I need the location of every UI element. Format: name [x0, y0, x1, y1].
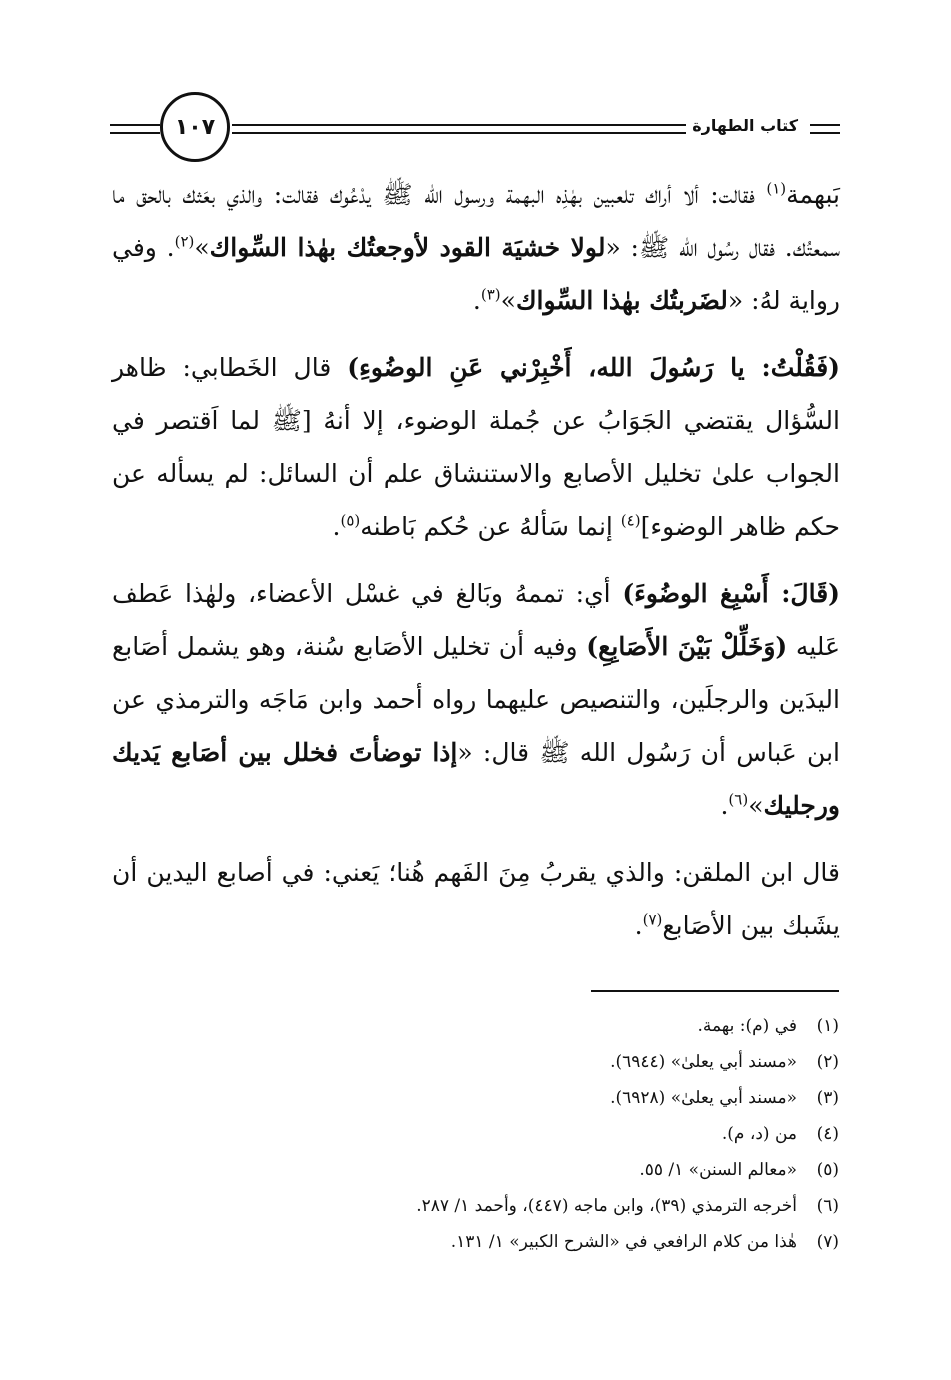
footnote-text: أخرجه الترمذي (٣٩)، وابن ماجه (٤٤٧)، وأحمد ١/ ٢٨٧. — [416, 1196, 797, 1216]
footnote-separator — [591, 990, 839, 992]
paragraph-text: وفيه أن تخليل الأصَابع سُنة، وهو يشمل أصَابع اليدَين والرجلَين، والتنصيص عليهما رواه أحمد وابن مَاجَه والترمذي عن ابن عَباس أن رَسُول الله ﷺ قال: « — [112, 632, 840, 767]
paragraph — [112, 567, 840, 832]
footnote-item — [119, 1044, 839, 1080]
paragraph-text: . — [720, 791, 729, 820]
footnote-ref: (٣) — [480, 285, 501, 304]
footnote-item — [119, 1188, 839, 1224]
quoted-text: إذا توضأتَ فخلل بين أصَابع يَديك ورجليك — [112, 738, 840, 820]
paragraph-text: أي: تممهُ وبَالغ في غسْل الأعضاء، ولهٰذا عَطف عَليه — [112, 579, 840, 661]
page-number-text: ١٠٧ — [174, 114, 216, 140]
footnote-text: من (د، م). — [721, 1124, 797, 1144]
paragraph-text: » — [194, 233, 210, 262]
page-header — [110, 92, 840, 172]
footnote-item — [119, 1080, 839, 1116]
footnote-item — [119, 1008, 839, 1044]
paragraph-text: . — [472, 286, 481, 315]
paragraph-text: » — [748, 791, 764, 820]
paragraph-text: قال ابن الملقن: والذي يقربُ مِنَ الفَهم هُنا؛ يَعني: في أصابع اليدين أن يشَبك بين الأصَابع — [112, 858, 840, 940]
footnote-item — [119, 1224, 839, 1260]
quoted-text: (قَالَ: أَسْبِغ الوضُوءَ) — [622, 579, 840, 608]
footnote-number: (٥) — [816, 1160, 839, 1180]
footnote-ref: (٦) — [728, 790, 749, 809]
paragraph — [112, 168, 840, 327]
paragraph-text: » — [500, 286, 516, 315]
main-text — [112, 168, 840, 966]
footnote-number: (١) — [816, 1016, 839, 1036]
quoted-text: لولا خشيَة القود لأوجعتُك بهٰذا السِّواك — [209, 233, 606, 262]
quoted-text: (وَخَلِّلْ بَيْنَ الأَصَابِعِ) — [586, 632, 788, 661]
quoted-text: لضَربتُك بهٰذا السِّواك — [515, 286, 728, 315]
footnote-number: (٧) — [816, 1232, 839, 1252]
header-rule-right — [810, 124, 840, 134]
paragraph-text: بَبهمة — [786, 180, 840, 209]
footnote-number: (٣) — [816, 1088, 839, 1108]
running-title: كتاب الطهارة — [686, 116, 804, 135]
footnote-ref: (٥) — [340, 511, 361, 530]
quoted-text: (فَقُلْتُ: يا رَسُولَ الله، أَخْبِرْني عَنِ الوضُوءِ) — [347, 353, 840, 382]
footnotes-list — [119, 1008, 839, 1260]
footnote-number: (٤) — [816, 1124, 839, 1144]
footnote-text: في (م): بهمة. — [697, 1016, 797, 1036]
paragraph-text: . — [634, 911, 643, 940]
footnote-item — [119, 1152, 839, 1188]
footnote-ref: (٤) — [620, 511, 641, 530]
footnote-number: (٦) — [816, 1196, 839, 1216]
footnote-text: «معالم السنن» ١/ ٥٥. — [639, 1160, 797, 1180]
footnote-ref: (٢) — [174, 232, 195, 251]
footnote-text: «مسند أبي يعلىٰ» (٦٩٤٤). — [610, 1052, 797, 1072]
header-rule-middle — [232, 124, 742, 134]
paragraph-text: . — [332, 512, 341, 541]
paragraph-text: . وفي رواية لهُ: « — [112, 233, 840, 315]
paragraph-text: إنما سَألهُ عن حُكم بَاطنه — [360, 512, 621, 541]
footnote-text: «مسند أبي يعلىٰ» (٦٩٢٨). — [610, 1088, 797, 1108]
footnote-number: (٢) — [816, 1052, 839, 1072]
footnote-ref: (٧) — [642, 910, 663, 929]
paragraph-text: قال الخَطابي: ظاهر السُّؤال يقتضي الجَوَابُ عن جُملة الوضوء، إلا أنهُ [ﷺ لما اَقتصر في الجواب علىٰ تخليل الأصابع والاستنشاق علم أن السائل: لم يسأله عن حكم ظاهر الوضوء] — [112, 353, 840, 541]
footnote-text: هٰذا من كلام الرافعي في «الشرح الكبير» ١/ ١٣١. — [450, 1232, 797, 1252]
page-number — [160, 92, 230, 162]
paragraph — [112, 846, 840, 952]
paragraph-text: فقالت: ألا أراك تلعبين بهٰذِه البهمة ورسول الله ﷺ يدْعُوك فقالت: والذي بعَثك بالحق ما سمعتُك. فقال رسُول الله ﷺ: « — [112, 180, 840, 262]
paragraph — [112, 341, 840, 553]
header-rule-left — [110, 124, 160, 134]
footnote-ref: (١) — [766, 179, 787, 198]
footnote-item — [119, 1116, 839, 1152]
